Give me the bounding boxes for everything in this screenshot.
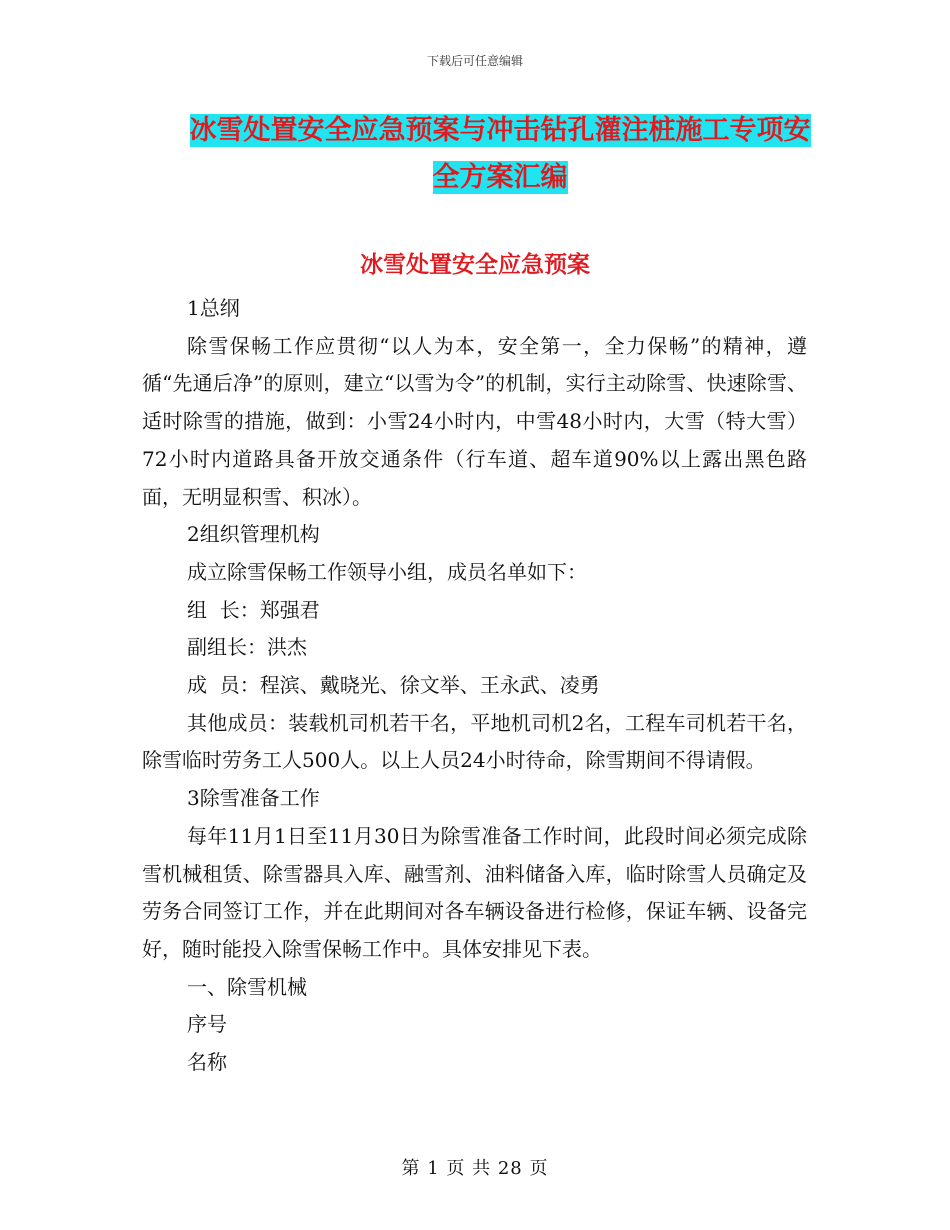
main-title-line2: 全方案汇编 — [432, 162, 568, 193]
header-note: 下载后可任意编辑 — [426, 54, 523, 68]
table-header-name: 名称 — [187, 1050, 227, 1075]
heading-organization: 2组织管理机构 — [187, 522, 320, 547]
paragraph-preparation: 每年11月1日至11月30日为除雪准备工作时间，此段时间必须完成除雪机械租赁、除雪器具入库、融雪剂、油料储备入库，临时除雪人员确定及劳务合同签订工作，并在此期间对各车辆设备进行检修，保证车辆、设备完好，随时能投入除雪保畅工作中。具体安排见下表。 — [142, 823, 807, 961]
heading-preparation: 3除雪准备工作 — [187, 786, 320, 811]
paragraph-other-members: 其他成员：装载机司机若干名，平地机司机2名，工程车司机若干名，除雪临时劳务工人500人。以上人员24小时待命，除雪期间不得请假。 — [142, 710, 807, 773]
heading-machinery: 一、除雪机械 — [187, 974, 307, 999]
table-header-index: 序号 — [187, 1012, 227, 1037]
heading-general: 1总纲 — [187, 296, 240, 320]
main-title-line1: 冰雪处置安全应急预案与冲击钻孔灌注桩施工专项安 — [189, 115, 811, 146]
section-title: 冰雪处置安全应急预案 — [360, 251, 590, 278]
member-members: 成 员：程滨、戴晓光、徐文举、王永武、凌勇 — [187, 673, 600, 698]
paragraph-group-intro: 成立除雪保畅工作领导小组，成员名单如下： — [187, 559, 587, 584]
member-leader: 组 长：郑强君 — [187, 597, 320, 622]
paragraph-general: 除雪保畅工作应贯彻“以人为本，安全第一，全力保畅”的精神，遵循“先通后净”的原则，建立“以雪为令”的机制，实行主动除雪、快速除雪、适时除雪的措施，做到：小雪24小时内，中雪48小时内，大雪（特大雪）72小时内道路具备开放交通条件（行车道、超车道90%以上露出黑色路面，无明显积雪、积冰）。 — [142, 333, 807, 509]
member-deputy: 副组长：洪杰 — [187, 635, 307, 660]
page-footer: 第 1 页 共 28 页 — [401, 1158, 549, 1179]
main-title — [150, 107, 850, 201]
document-body — [142, 290, 807, 1082]
